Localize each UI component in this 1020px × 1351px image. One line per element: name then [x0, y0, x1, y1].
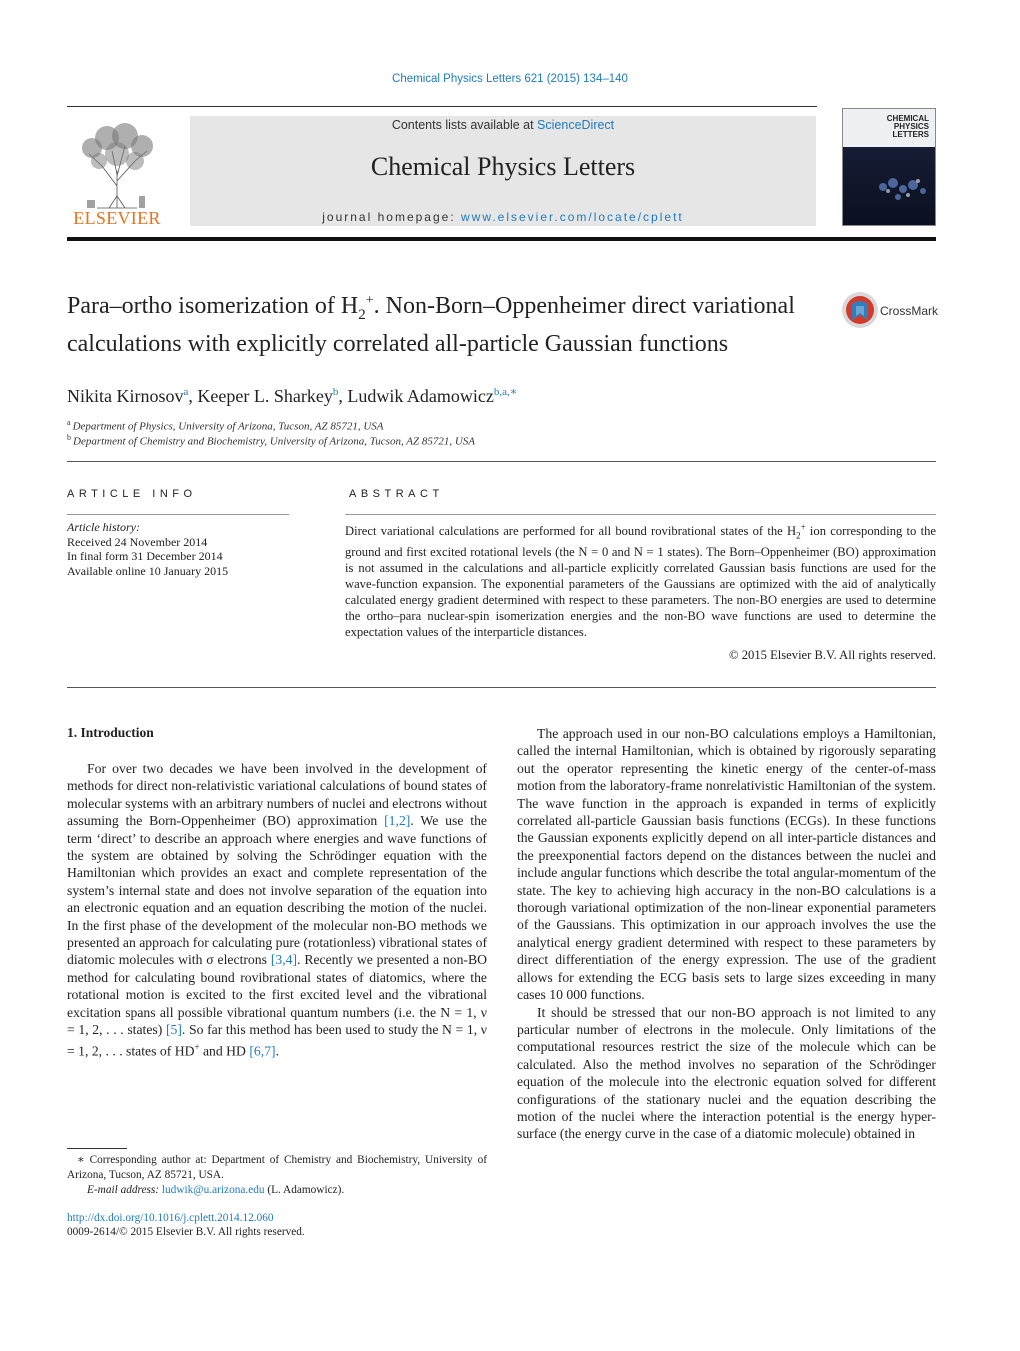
sciencedirect-link[interactable]: ScienceDirect	[537, 118, 615, 132]
author-affiliation-mark[interactable]: b,a,∗	[493, 386, 518, 398]
affiliation-b: $^b$ Department of Chemistry and Biochemistry, University of Arizona, Tucson, AZ 85721, USA	[67, 433, 475, 448]
article-info-caption: ARTICLE INFO	[67, 488, 197, 500]
body-paragraph: It should be stressed that our non-BO approach is not limited to any particular number of electrons in the molecule. Only limitations of the computational resources restrict the size of the molecule which can be calculated. Also the method involves no separation of the Schrödinger equation of the molecule into the electronic equation solved for different configurations of the stationary nuclei and the equation describing the motion of the nuclei where the interaction potential is the energy hyper-surface (the energy curve in the case of a diatomic molecule) obtained in	[517, 1004, 936, 1142]
citation-link[interactable]: [3,4]	[270, 952, 298, 968]
header-top-rule	[67, 106, 817, 107]
header-bottom-rule	[67, 237, 936, 241]
journal-cover-thumbnail[interactable]	[842, 108, 936, 226]
affiliation-a: $^a$ Department of Physics, University of Arizona, Tucson, AZ 85721, USA	[67, 418, 384, 433]
email-link[interactable]: ludwik@u.arizona.edu	[161, 1184, 265, 1196]
cover-title-line: LETTERS	[892, 130, 929, 139]
abstract-body: Direct variational calculations are performed for all bound rovibrational states of the $H_2^+$ ion corresponding to the ground and first excited rotational levels (the N = 0 and N = 1 states). The Born–Oppenheimer (BO) approximation is not assumed in the calculations and all-particle explicitly correlated Gaussian basis functions are used for the wave-function expansion. The exponential parameters of the Gaussians are optimized with the aid of analytically calculated energy gradient determined with respect to these parameters. The non-BO energies are used to determine the ortho–para nuclear-spin isomerization energies and the non-BO wave functions are used to determine the expectation values of the interparticle distances.	[345, 522, 936, 639]
footnote-rule	[67, 1148, 127, 1149]
contents-prefix: Contents lists available at	[391, 118, 538, 132]
homepage-link[interactable]: www.elsevier.com/locate/cplett	[461, 210, 684, 224]
section-rule	[67, 461, 936, 462]
section-rule	[67, 687, 936, 688]
citation-link[interactable]: [6,7]	[249, 1043, 276, 1059]
body-column-left	[67, 760, 487, 1059]
body-paragraph: The approach used in our non-BO calculations employs a Hamiltonian, called the internal Hamiltonian, which is obtained by rigorously separating out the operator representing the kinetic energy of the center-of-mass motion from the laboratory-frame nonrelativistic Hamiltonian of the system. The wave function in the approach is expanded in terms of explicitly correlated all-particle Gaussian basis functions (ECGs). In these functions the Gaussian exponents explicitly depend on all inter-particle distances and the preexponential factors depend on the distances between the nuclei and include angular functions which describe the total angular-momentum of the state. The key to achieving high accuracy in the non-BO calculations is a thorough variational optimization of the non-linear exponential parameters of the Gaussians. This optimization in our approach involves the use the analytical energy gradient determined with respect to these parameters by direct differentiation of the energy expression. The use of the gradient allows for extending the ECG basis sets to large sizes exceeding in many cases 10 000 functions.	[517, 726, 936, 1003]
section-heading-introduction: 1. Introduction	[67, 725, 154, 740]
crossmark-label[interactable]: CrossMark	[880, 304, 939, 318]
history-final-form: In final form 31 December 2014	[67, 549, 223, 563]
abstract-rule	[345, 514, 936, 515]
cover-title-line: PHYSICS	[893, 122, 929, 131]
footnote-mark: ∗	[77, 1154, 85, 1166]
journal-reference-link[interactable]: Chemical Physics Letters 621 (2015) 134–140	[392, 73, 628, 85]
article-info-rule	[67, 514, 289, 515]
journal-homepage-line	[190, 210, 816, 224]
email-label: E-mail address:	[87, 1184, 162, 1196]
citation-link[interactable]: [5]	[165, 1022, 182, 1038]
abstract-caption: ABSTRACT	[349, 488, 444, 500]
journal-title: Chemical Physics Letters	[370, 152, 636, 181]
body-column-right	[517, 725, 936, 1143]
history-label: Article history:	[67, 520, 140, 534]
author-list: Nikita Kirnosov$^a$, Keeper L. Sharkey$^b$, Ludwik Adamowicz$^{b,a,∗}$	[67, 386, 518, 406]
contents-line	[190, 118, 816, 132]
article-title: Para–ortho isomerization of $H_2^+$. Non-Born–Oppenheimer direct variational calculations with explicitly correlated all-particle Gaussian functions	[67, 293, 795, 357]
corresponding-author-footnote: ∗ Corresponding author at: Department of Chemistry and Biochemistry, University of Arizona, Tucson, AZ 85721, USA. E-mail address: ludwik@u.arizona.edu (L. Adamowicz).	[67, 1154, 487, 1196]
author-name[interactable]: Keeper L. Sharkey	[197, 386, 333, 406]
elsevier-wordmark: ELSEVIER	[73, 208, 161, 228]
history-online: Available online 10 January 2015	[67, 563, 229, 578]
affiliation-mark: a	[67, 418, 71, 427]
citation-link[interactable]: [1,2]	[384, 813, 411, 829]
body-paragraph: For over two decades we have been involved in the development of methods for direct non-relativistic variational calculations of bound states of molecular systems with an arbitrary numbers of nuclei and electrons without assuming the Born-Oppenheimer (BO) approximation [1,2]. We use the term ‘direct’ to describe an approach where energies and wave functions of the system are obtained by solving the Schrödinger equation with the Hamiltonian which provides an exact and complete representation of the system’s internal state and does not involve separation of the equation into an electronic equation and an equation describing the motion of the nuclei. In the first phase of the development of the molecular non-BO methods we presented an approach for calculating pure (rotationless) vibrational states of diatomic molecules with σ electrons [3,4]. Recently we presented a non-BO method for calculating bound rovibrational states of diatomics, where the rotational motion is excited to the first excited level and the vibrational excitation spans all possible vibrational quantum numbers (i.e. the N = 1, ν = 1, 2, . . . states) [5]. So far this method has been used to study the N = 1, ν = 1, 2, . . . states of HD+ and HD [6,7].	[67, 761, 487, 1059]
cover-molecule-image-icon	[843, 109, 936, 226]
abstract-copyright: © 2015 Elsevier B.V. All rights reserved.	[729, 648, 936, 662]
doi-link[interactable]: http://dx.doi.org/10.1016/j.cplett.2014.12.060	[67, 1212, 274, 1224]
author-affiliation-mark[interactable]: b	[332, 386, 339, 398]
article-history	[67, 520, 228, 578]
author-affiliation-mark[interactable]: a	[183, 386, 189, 398]
history-received: Received 24 November 2014	[67, 534, 208, 549]
cover-title-line: CHEMICAL	[886, 114, 929, 123]
homepage-prefix: journal homepage:	[322, 210, 461, 224]
affiliation-mark: b	[67, 433, 71, 442]
issn-copyright: 0009-2614/© 2015 Elsevier B.V. All rights reserved.	[67, 1226, 305, 1238]
author-name[interactable]: Ludwik Adamowicz	[347, 386, 494, 406]
crossmark-icon[interactable]	[840, 290, 880, 330]
author-name[interactable]: Nikita Kirnosov	[67, 386, 184, 406]
